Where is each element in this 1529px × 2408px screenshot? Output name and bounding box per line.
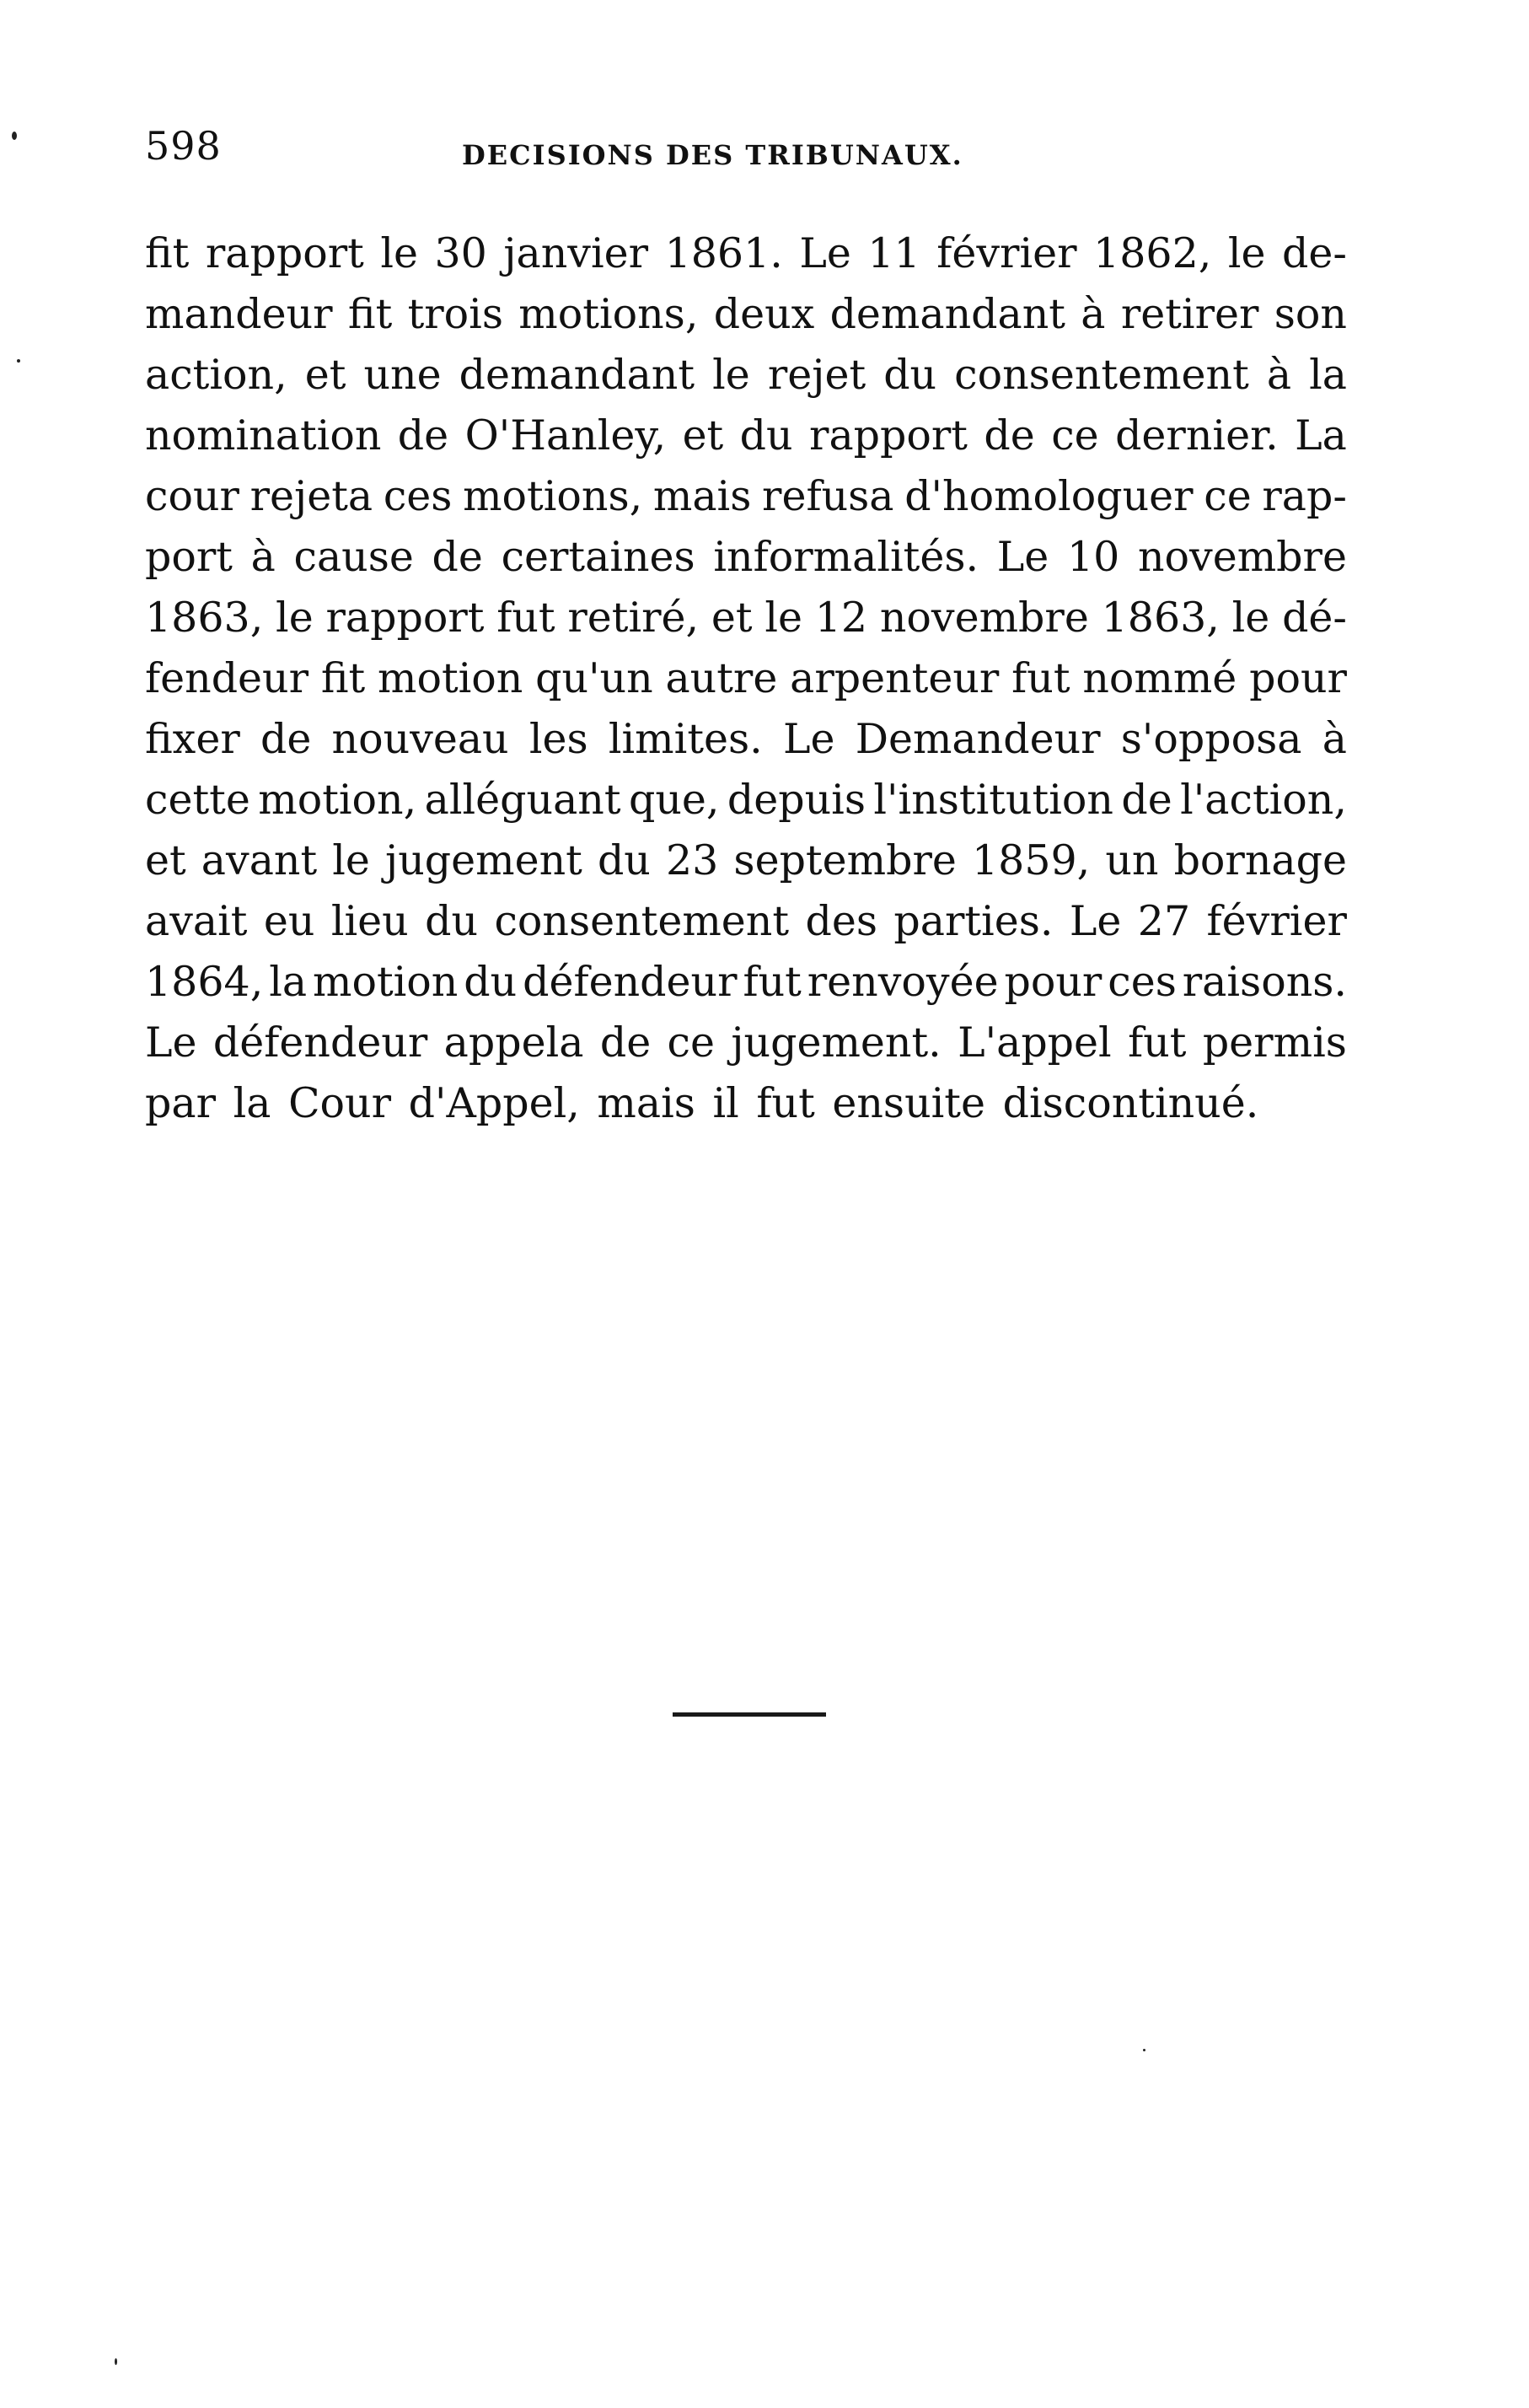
word: dernier. [1115, 411, 1279, 460]
word: d'Appel, [408, 1079, 580, 1127]
word: nomination [145, 411, 382, 460]
word: 11 [867, 229, 920, 277]
word: consentement [494, 897, 790, 945]
word: demandant [459, 351, 695, 399]
running-head: DECISIONS DES TRIBUNAUX. [462, 139, 963, 171]
text-line [145, 897, 1347, 961]
word: le [276, 594, 314, 642]
word: du [464, 958, 518, 1006]
word: jugement. [731, 1019, 942, 1067]
word: certaines [501, 533, 695, 581]
word: Demandeur [855, 715, 1101, 763]
word: fit [145, 229, 190, 277]
word: de [432, 533, 483, 581]
word: par [145, 1079, 217, 1127]
word: du [883, 351, 937, 399]
word: fixer [145, 715, 240, 763]
word: motion [312, 958, 459, 1006]
word: novembre [1137, 533, 1347, 581]
text-line [145, 1019, 1347, 1083]
text-line [145, 229, 1347, 293]
word: 1863, [1101, 594, 1220, 642]
word: du [739, 411, 793, 460]
word: le [712, 351, 750, 399]
word: le [380, 229, 419, 277]
word: trois [407, 290, 503, 338]
word: mais [597, 1079, 695, 1127]
word: rejet [767, 351, 866, 399]
word: fut [496, 594, 555, 642]
word: novembre [879, 594, 1089, 642]
word: la [269, 958, 308, 1006]
word: l'institution [873, 776, 1113, 824]
word: Le [799, 229, 851, 277]
word: un [1105, 836, 1159, 884]
word: cause [293, 533, 414, 581]
word: fut [756, 1079, 815, 1127]
word: motion, [258, 776, 417, 824]
text-line [145, 411, 1347, 476]
word: janvier [503, 229, 649, 277]
word: des [805, 897, 877, 945]
word: et [304, 351, 346, 399]
word: eu [263, 897, 315, 945]
word: le [1227, 229, 1266, 277]
word: le [1231, 594, 1270, 642]
word: parties. [893, 897, 1054, 945]
word: les [528, 715, 588, 763]
word: à [1322, 715, 1347, 763]
word: de [260, 715, 312, 763]
word: s'opposa [1120, 715, 1302, 763]
text-line [145, 715, 1347, 779]
word: Cour [288, 1079, 392, 1127]
word: de [599, 1019, 652, 1067]
word: nouveau [331, 715, 509, 763]
text-line [145, 351, 1347, 415]
word: à [1266, 351, 1292, 399]
word: du [597, 836, 651, 884]
text-line [145, 472, 1347, 536]
word: qu'un [535, 654, 653, 702]
word: renvoyée [807, 958, 999, 1006]
word: retiré, [567, 594, 700, 642]
word: rapport [809, 411, 968, 460]
word: motions, [518, 290, 699, 338]
word: raisons. [1182, 958, 1347, 1006]
word: refusa [762, 472, 894, 520]
word: discontinué. [1002, 1079, 1259, 1127]
word: demandant [829, 290, 1065, 338]
word: appela [443, 1019, 584, 1067]
word: limites. [608, 715, 763, 763]
word: fit [320, 654, 366, 702]
word: ce [667, 1019, 715, 1067]
word: ce [1204, 472, 1252, 520]
word: Le [782, 715, 835, 763]
word: arpenteur [790, 654, 1000, 702]
word: une [363, 351, 442, 399]
word: deux [713, 290, 815, 338]
word: lieu [330, 897, 409, 945]
word: et [682, 411, 724, 460]
word: avait [145, 897, 248, 945]
word: février [936, 229, 1077, 277]
word: consentement [954, 351, 1249, 399]
word: l'action, [1180, 776, 1347, 824]
word: rapport [325, 594, 485, 642]
word: ces [383, 472, 453, 520]
word: la [1309, 351, 1347, 399]
word: mais [652, 472, 752, 520]
word: pour [1249, 654, 1347, 702]
word: et [711, 594, 753, 642]
scan-speck [115, 2358, 117, 2365]
word: d'homologuer [904, 472, 1194, 520]
word: fut [1011, 654, 1070, 702]
word: alléguant [424, 776, 621, 824]
word: bornage [1173, 836, 1347, 884]
word: 10 [1066, 533, 1120, 581]
text-line [145, 1079, 1347, 1143]
word: du [425, 897, 479, 945]
word: 1861. [664, 229, 783, 277]
word: 1862, [1093, 229, 1212, 277]
word: rap- [1262, 472, 1347, 520]
body-paragraph [145, 229, 1347, 1143]
text-line [145, 290, 1347, 354]
word: septembre [733, 836, 957, 884]
word: le [764, 594, 802, 642]
scan-speck [1143, 2049, 1145, 2051]
word: la [233, 1079, 271, 1127]
word: Le [996, 533, 1049, 581]
word: L'appel [958, 1019, 1112, 1067]
word: 1864, [145, 958, 264, 1006]
word: de [984, 411, 1035, 460]
word: le [332, 836, 370, 884]
word: 1863, [145, 594, 264, 642]
word: son [1274, 290, 1347, 338]
scan-speck [12, 132, 17, 140]
word: permis [1202, 1019, 1347, 1067]
word: depuis [727, 776, 866, 824]
word: jugement [385, 836, 582, 884]
word: mandeur [145, 290, 333, 338]
word: Le [145, 1019, 197, 1067]
word: dé- [1282, 594, 1347, 642]
text-line [145, 836, 1347, 900]
word: de [397, 411, 449, 460]
word: 1859, [971, 836, 1091, 884]
word: motions, [463, 472, 643, 520]
word: Le [1069, 897, 1122, 945]
word: que, [628, 776, 720, 824]
word: de [1121, 776, 1172, 824]
word: ces [1108, 958, 1177, 1006]
text-line [145, 776, 1347, 840]
text-line [145, 654, 1347, 718]
word: 30 [434, 229, 487, 277]
word: informalités. [713, 533, 979, 581]
word: La [1295, 411, 1347, 460]
scan-speck [17, 359, 20, 363]
word: motion [377, 654, 523, 702]
word: rapport [205, 229, 364, 277]
word: à [250, 533, 276, 581]
word: février [1206, 897, 1347, 945]
page-number: 598 [145, 123, 222, 169]
word: ensuite [832, 1079, 985, 1127]
text-line [145, 533, 1347, 597]
word: port [145, 533, 233, 581]
word: nommé [1082, 654, 1237, 702]
word: cette [145, 776, 250, 824]
word: défendeur [523, 958, 738, 1006]
word: de- [1281, 229, 1347, 277]
word: autre [665, 654, 778, 702]
text-line [145, 958, 1347, 1022]
word: ce [1051, 411, 1099, 460]
word: fut [743, 958, 802, 1006]
word: défendeur [212, 1019, 428, 1067]
word: fendeur [145, 654, 309, 702]
word: fit [347, 290, 393, 338]
word: fut [1128, 1019, 1187, 1067]
word: retirer [1120, 290, 1259, 338]
word: 23 [665, 836, 719, 884]
word: avant [201, 836, 318, 884]
text-line [145, 594, 1347, 658]
word: à [1081, 290, 1106, 338]
word: 12 [814, 594, 868, 642]
word: il [712, 1079, 739, 1127]
word: rejeta [249, 472, 373, 520]
word: pour [1004, 958, 1102, 1006]
word: O'Hanley, [464, 411, 667, 460]
word: action, [145, 351, 287, 399]
word: 27 [1137, 897, 1191, 945]
word: cour [145, 472, 239, 520]
word: et [145, 836, 186, 884]
section-divider-rule [673, 1712, 826, 1717]
